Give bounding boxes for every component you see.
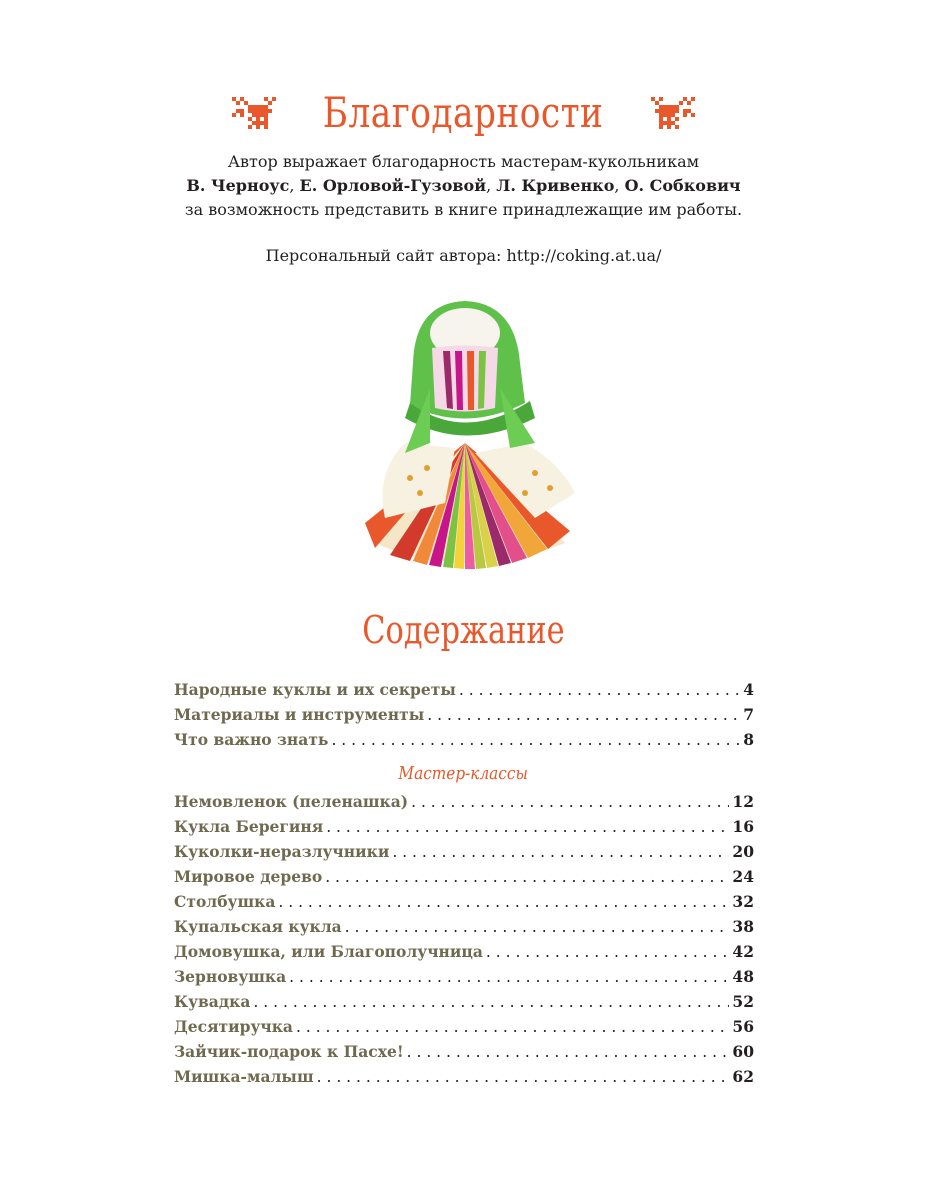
toc-entry-title: Зерновушка	[174, 967, 287, 986]
toc-entry-title: Что важно знать	[174, 730, 329, 749]
toc-entry-page: 62	[732, 1067, 754, 1086]
rag-doll-photo	[335, 293, 595, 583]
toc-entry-title: Народные куклы и их секреты	[174, 680, 456, 699]
toc-entry-page: 52	[732, 992, 754, 1011]
heading-row	[0, 78, 927, 148]
master-name: О. Собкович	[624, 176, 741, 195]
name-separator: ,	[486, 176, 497, 195]
toc-entry-title: Мишка-малыш	[174, 1067, 314, 1086]
toc-entry-page: 48	[732, 967, 754, 986]
toc-leader-dots	[296, 1015, 729, 1040]
toc-entry[interactable]	[174, 789, 754, 814]
ack-names-line	[0, 174, 927, 198]
toc-leader-dots	[411, 790, 729, 815]
toc-entry[interactable]	[174, 1039, 754, 1064]
toc-entry-page: 7	[743, 705, 754, 724]
page-title: Благодарности	[323, 88, 604, 137]
toc-section-heading: Мастер-классы	[398, 763, 529, 784]
toc-entry-page: 56	[732, 1017, 754, 1036]
toc-entry[interactable]	[174, 864, 754, 889]
master-name: Л. Кривенко	[496, 176, 615, 195]
toc-entry-title: Кукла Берегиня	[174, 817, 324, 836]
toc-entry-page: 38	[732, 917, 754, 936]
folk-bird-ornament-icon	[651, 93, 695, 133]
toc-leader-dots	[278, 890, 729, 915]
toc-entry[interactable]	[174, 814, 754, 839]
toc-entry-title: Десятиручка	[174, 1017, 293, 1036]
toc-classes-list	[174, 789, 754, 1089]
toc-title: Содержание	[362, 608, 565, 652]
toc-leader-dots	[486, 940, 730, 965]
toc-entry-page: 20	[732, 842, 754, 861]
toc-entry-page: 4	[743, 680, 754, 699]
toc-leader-dots	[253, 990, 729, 1015]
toc-entry-page: 60	[732, 1042, 754, 1061]
toc-entry-page: 16	[732, 817, 754, 836]
ack-line-1: Автор выражает благодарность мастерам-кукольникам	[227, 152, 700, 171]
toc-leader-dots	[345, 915, 730, 940]
toc-entry[interactable]	[174, 839, 754, 864]
toc-entry-page: 42	[732, 942, 754, 961]
folk-bird-ornament-icon	[232, 93, 276, 133]
toc-leader-dots	[427, 703, 740, 728]
toc-entry-title: Немовленок (пеленашка)	[174, 792, 409, 811]
toc-entry[interactable]	[174, 989, 754, 1014]
toc-entry[interactable]	[174, 914, 754, 939]
toc-entry[interactable]	[174, 677, 754, 702]
toc-entry-title: Мировое дерево	[174, 867, 323, 886]
toc-leader-dots	[289, 965, 729, 990]
toc-entry[interactable]	[174, 1064, 754, 1089]
toc-entry-title: Материалы и инструменты	[174, 705, 425, 724]
toc-entry-title: Столбушка	[174, 892, 276, 911]
author-site: Персональный сайт автора: http://coking.at.ua/	[265, 246, 662, 265]
toc-intro-list	[174, 677, 754, 752]
name-separator: ,	[289, 176, 300, 195]
toc-entry[interactable]	[174, 939, 754, 964]
toc-leader-dots	[317, 1065, 730, 1090]
toc-entry[interactable]	[174, 702, 754, 727]
toc-entry-title: Домовушка, или Благополучница	[174, 942, 483, 961]
toc-leader-dots	[331, 728, 740, 753]
toc-leader-dots	[326, 815, 729, 840]
toc-entry-title: Зайчик-подарок к Пасхе!	[174, 1042, 404, 1061]
toc-entry-page: 32	[732, 892, 754, 911]
toc-entry[interactable]	[174, 964, 754, 989]
toc-entry-page: 24	[732, 867, 754, 886]
toc-entry-title: Кувадка	[174, 992, 251, 1011]
toc-entry-page: 12	[732, 792, 754, 811]
toc-leader-dots	[392, 840, 729, 865]
toc-leader-dots	[407, 1040, 730, 1065]
acknowledgement-text	[0, 150, 927, 222]
master-name: В. Черноус	[186, 176, 290, 195]
toc-entry-title: Купальская кукла	[174, 917, 342, 936]
ack-line-3: за возможность представить в книге принадлежащие им работы.	[184, 200, 743, 219]
toc-entry-page: 8	[743, 730, 754, 749]
toc-entry-title: Куколки-неразлучники	[174, 842, 390, 861]
name-separator: ,	[614, 176, 625, 195]
master-name: Е. Орловой-Гузовой	[299, 176, 487, 195]
toc-entry[interactable]	[174, 889, 754, 914]
toc-leader-dots	[459, 678, 740, 703]
toc-entry[interactable]	[174, 727, 754, 752]
toc-leader-dots	[325, 865, 729, 890]
toc-entry[interactable]	[174, 1014, 754, 1039]
